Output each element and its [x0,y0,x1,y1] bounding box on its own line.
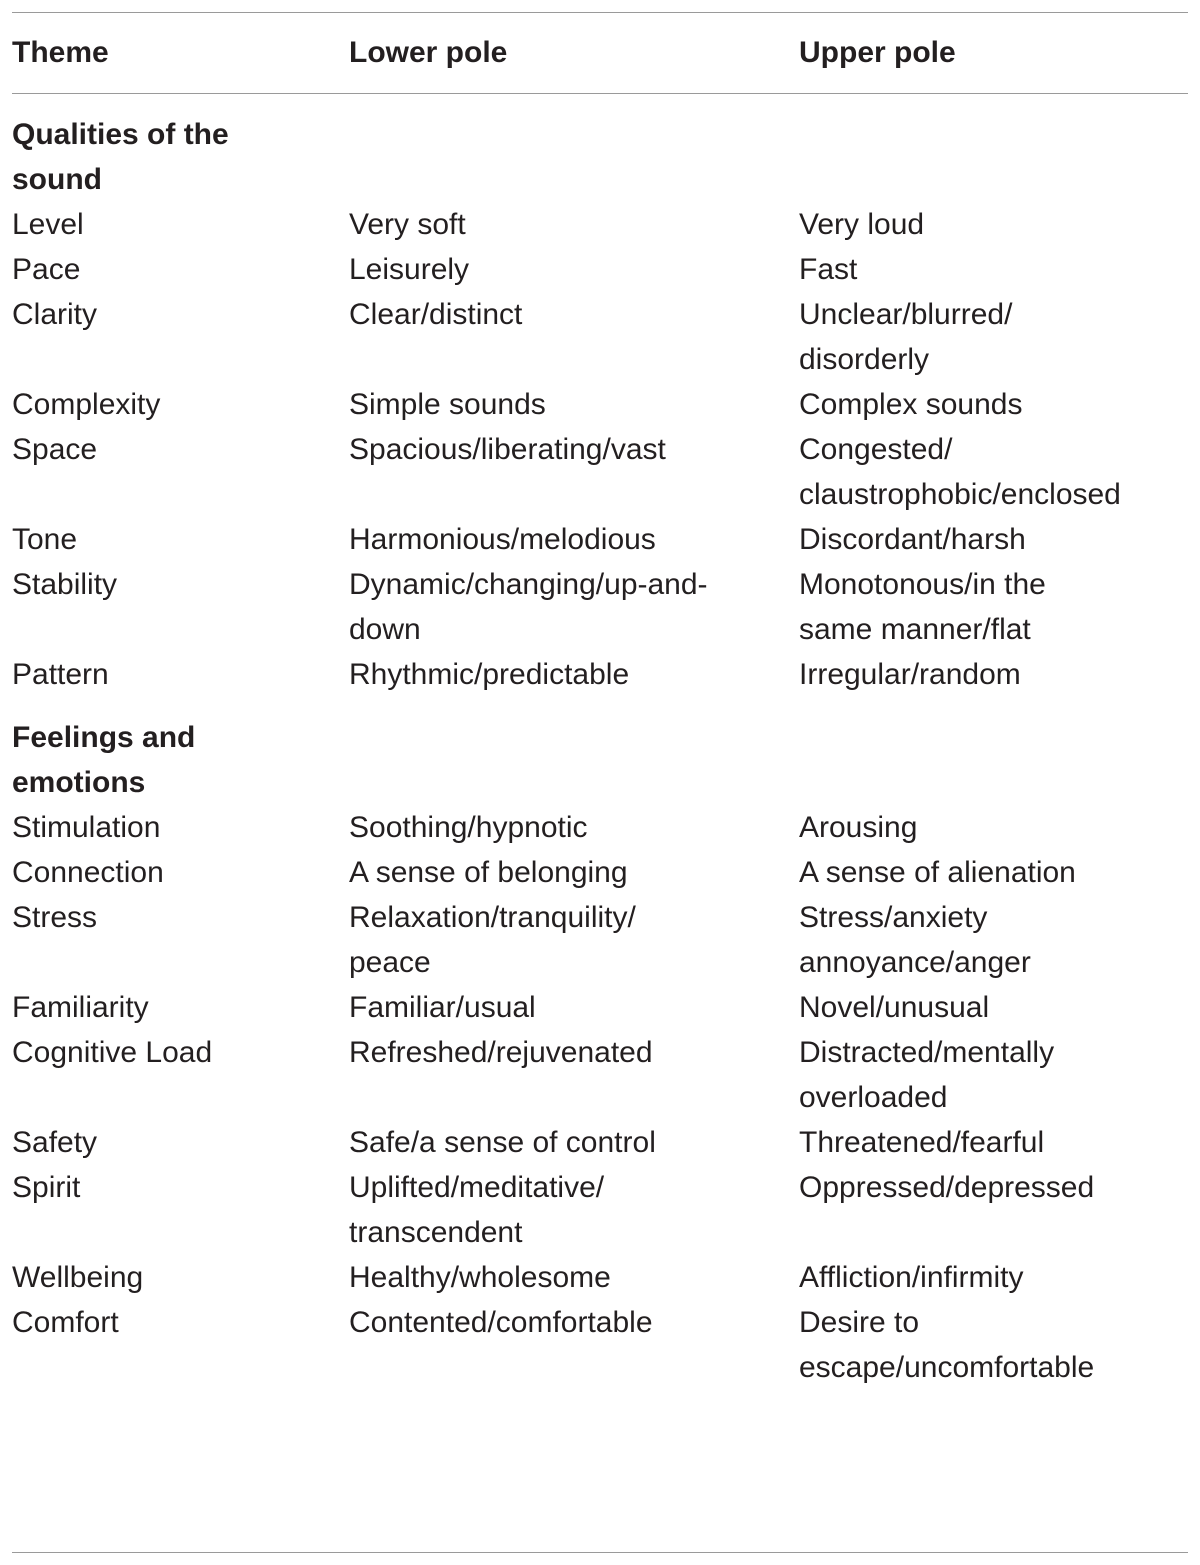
table-row [12,1120,1188,1165]
table-row [12,1030,1188,1120]
lower-pole-cell: Uplifted/meditative/ transcendent [349,1171,605,1249]
upper-pole-cell: Irregular/random [799,658,1021,691]
lower-pole-cell: Familiar/usual [349,991,536,1024]
table-row [12,292,1188,382]
upper-pole-cell: Desire to escape/uncomfortable [799,1306,1095,1384]
theme-cell: Cognitive Load [12,1036,213,1069]
upper-pole-cell: Stress/anxiety annoyance/anger [799,901,1031,979]
header-upper-pole: Upper pole [799,36,956,69]
lower-pole-cell: Relaxation/tranquility/ peace [349,901,636,979]
theme-cell: Pace [12,253,81,286]
lower-pole-cell: Harmonious/melodious [349,523,656,556]
upper-pole-cell: Congested/ claustrophobic/enclosed [799,433,1121,511]
upper-pole-cell: Affliction/infirmity [799,1261,1024,1294]
theme-cell: Pattern [12,658,109,691]
bottom-rule [12,1552,1188,1553]
lower-pole-cell: Safe/a sense of control [349,1126,656,1159]
theme-cell: Comfort [12,1306,119,1339]
poles-table [12,12,1188,1390]
lower-pole-cell: Refreshed/rejuvenated [349,1036,653,1069]
table-row [12,202,1188,247]
lower-pole-cell: Rhythmic/predictable [349,658,630,691]
theme-cell: Complexity [12,388,161,421]
table-row [12,805,1188,850]
theme-cell: Spirit [12,1171,81,1204]
table-row [12,850,1188,895]
lower-pole-cell: Soothing/hypnotic [349,811,588,844]
header-theme: Theme [12,36,109,69]
theme-cell: Wellbeing [12,1261,144,1294]
theme-cell: Clarity [12,298,98,331]
lower-pole-cell: A sense of belonging [349,856,628,889]
theme-cell: Space [12,433,98,466]
section-heading-row [12,697,1188,805]
table-row [12,382,1188,427]
table-row [12,247,1188,292]
table-row [12,1255,1188,1300]
table-row [12,652,1188,697]
header-lower-pole: Lower pole [349,36,508,69]
section-title: Feelings and emotions [12,721,196,799]
lower-pole-cell: Leisurely [349,253,470,286]
section-title: Qualities of the sound [12,118,229,196]
upper-pole-cell: Unclear/blurred/ disorderly [799,298,1013,376]
theme-cell: Stability [12,568,118,601]
theme-cell: Tone [12,523,78,556]
table-row [12,427,1188,517]
theme-cell: Stimulation [12,811,161,844]
lower-pole-cell: Dynamic/changing/up-and- down [349,568,708,646]
table-body [12,94,1188,1390]
table-row [12,562,1188,652]
theme-cell: Level [12,208,84,241]
section-heading-row [12,94,1188,202]
lower-pole-cell: Spacious/liberating/vast [349,433,666,466]
upper-pole-cell: Distracted/mentally overloaded [799,1036,1055,1114]
table-row [12,1165,1188,1255]
table-row [12,895,1188,985]
table-row [12,517,1188,562]
upper-pole-cell: Very loud [799,208,925,241]
theme-cell: Familiarity [12,991,149,1024]
table-header-row [12,13,1188,93]
upper-pole-cell: Novel/unusual [799,991,990,1024]
lower-pole-cell: Very soft [349,208,466,241]
upper-pole-cell: Oppressed/depressed [799,1171,1095,1204]
upper-pole-cell: Arousing [799,811,918,844]
upper-pole-cell: Discordant/harsh [799,523,1026,556]
lower-pole-cell: Simple sounds [349,388,546,421]
upper-pole-cell: Threatened/fearful [799,1126,1045,1159]
lower-pole-cell: Healthy/wholesome [349,1261,611,1294]
table-row [12,1300,1188,1390]
upper-pole-cell: Complex sounds [799,388,1023,421]
upper-pole-cell: A sense of alienation [799,856,1076,889]
upper-pole-cell: Monotonous/in the same manner/flat [799,568,1046,646]
upper-pole-cell: Fast [799,253,858,286]
table-row [12,985,1188,1030]
lower-pole-cell: Clear/distinct [349,298,523,331]
theme-cell: Safety [12,1126,98,1159]
theme-cell: Connection [12,856,164,889]
lower-pole-cell: Contented/comfortable [349,1306,653,1339]
theme-cell: Stress [12,901,98,934]
